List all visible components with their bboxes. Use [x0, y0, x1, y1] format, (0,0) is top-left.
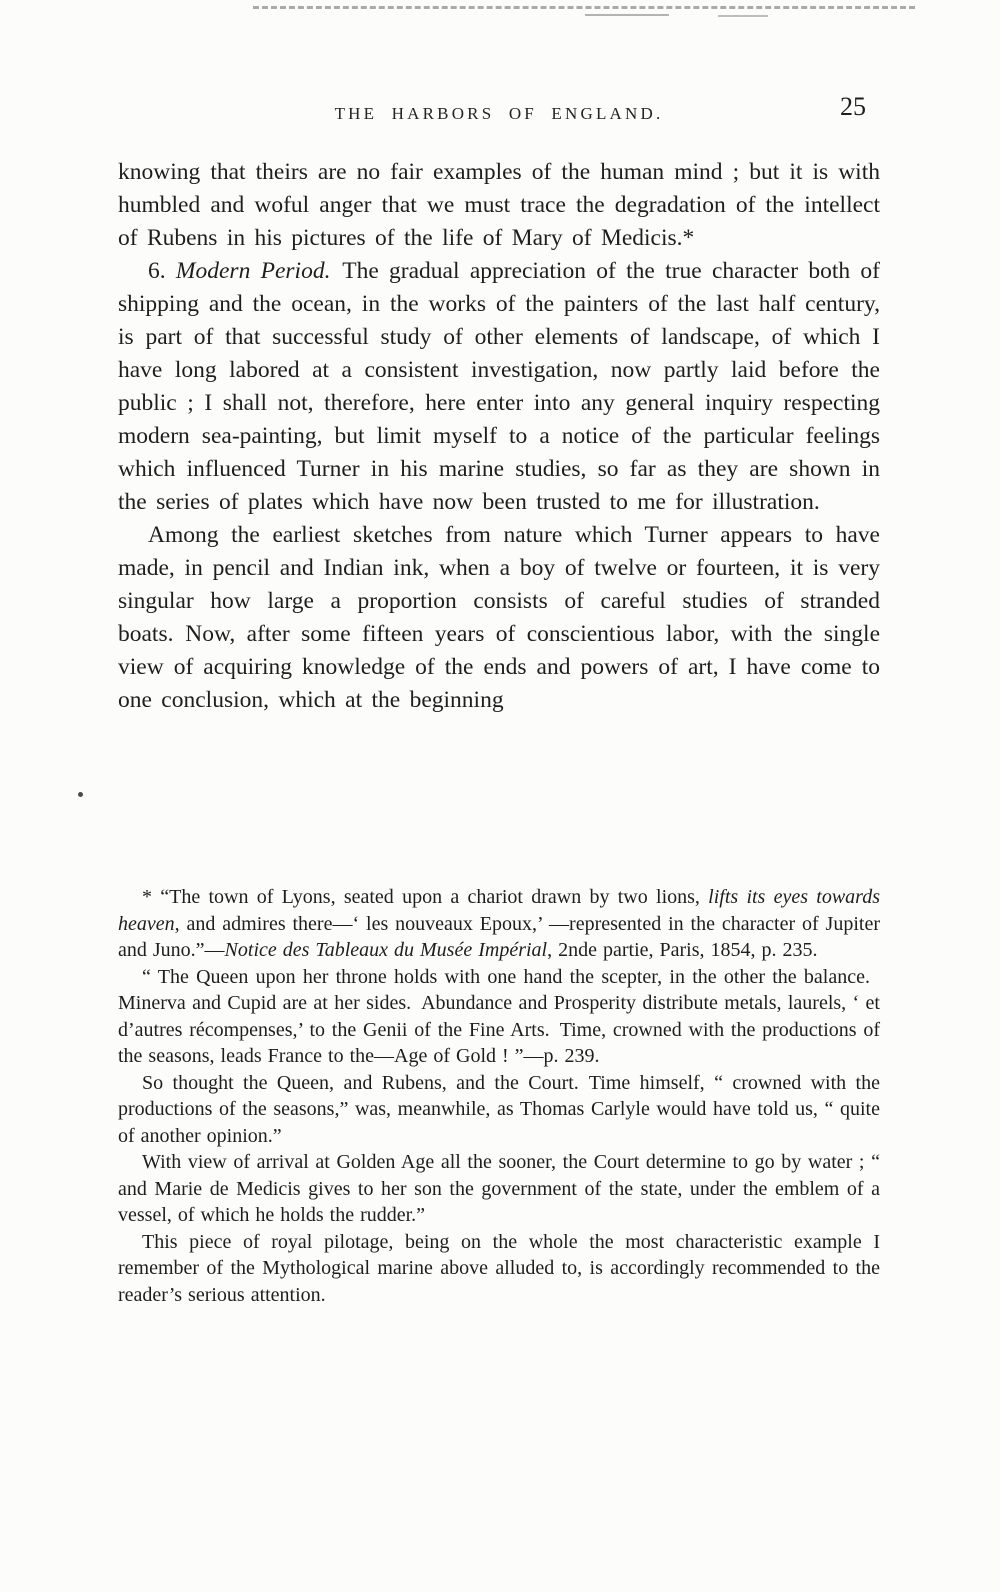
italic-text-run: Modern Period. [175, 258, 331, 284]
text-run: knowing that theirs are no fair examples of the human mind ; but it is with humbled and woful anger that we must trace the degradation of the intellect of Rubens in his pictures of the life of Mary of Medicis.* [118, 159, 880, 251]
footnotes [118, 884, 880, 1308]
page-header [118, 92, 880, 134]
scan-artifact-mark [585, 14, 669, 16]
text-run: , and admires there—‘ les nouveaux Epoux,’ —represented in the character of Jupiter and Juno.”— [118, 912, 880, 961]
paragraph [118, 1149, 880, 1229]
text-run: Among the earliest sketches from nature which Turner appears to have made, in pencil and Indian ink, when a boy of twelve or fourteen, it is very singular how large a proportion consists of careful studies of stranded boats. Now, after some fifteen years of conscientious labor, with the single view of acquiring knowledge of the ends and powers of art, I have come to one conclusion, which at the beginning [118, 522, 880, 713]
text-run: 6. [148, 258, 176, 284]
paragraph [118, 519, 880, 717]
running-title: THE HARBORS OF ENGLAND. [334, 104, 664, 123]
paragraph [118, 1070, 880, 1150]
text-run: * “The town of Lyons, seated upon a chariot drawn by two lions, [142, 886, 709, 908]
scan-artifact-mark [718, 15, 768, 17]
text-run: With view of arrival at Golden Age all the sooner, the Court determine to go by water ; “ and Marie de Medicis gives to her son the government of the state, under the emblem of a vessel, of which he holds the rudder.” [118, 1151, 880, 1226]
paragraph [118, 884, 880, 964]
scan-artifact-dashed-line [253, 6, 915, 9]
text-run: “ The Queen upon her throne holds with one hand the scepter, in the other the balance. Minerva and Cupid are at her sides. Abundance and Prosperity distribute metals, laurels, ‘ et d’autres récompenses,’ to the Genii of the Fine Arts. Time, crowned with the productions of the seasons, leads France to the—Age of Gold ! ”—p. 239. [118, 965, 880, 1067]
italic-text-run: lifts its eyes towards heaven [118, 886, 880, 935]
text-run: The gradual appreciation of the true character both of shipping and the ocean, in the works of the painters of the last half century, is part of that successful study of other elements of landscape, of which I have long labored at a consistent investigation, now partly laid before the public ; I shall not, therefore, here enter into any general inquiry respecting modern sea-painting, but limit myself to a notice of the particular feelings which influenced Turner in his marine studies, so far as they are shown in the series of plates which have now been trusted to me for illustration. [118, 258, 880, 515]
scan-artifact-dot [78, 792, 83, 797]
page-number: 25 [840, 92, 866, 121]
text-run: So thought the Queen, and Rubens, and the Court. Time himself, “ crowned with the productions of the seasons,” was, meanwhile, as Thomas Carlyle would have told us, “ quite of another opinion.” [118, 1071, 880, 1147]
paragraph [118, 1229, 880, 1309]
paragraph [118, 156, 880, 255]
text-run: , 2nde partie, Paris, 1854, p. 235. [547, 939, 818, 961]
italic-text-run: Notice des Tableaux du Musée Impérial [224, 939, 548, 961]
paragraph [118, 255, 880, 519]
text-run: This piece of royal pilotage, being on the whole the most characteristic example I remember of the Mythological marine above alluded to, is accordingly recommended to the reader’s serious attention. [118, 1230, 880, 1306]
body-text [118, 156, 880, 717]
paragraph [118, 964, 880, 1070]
